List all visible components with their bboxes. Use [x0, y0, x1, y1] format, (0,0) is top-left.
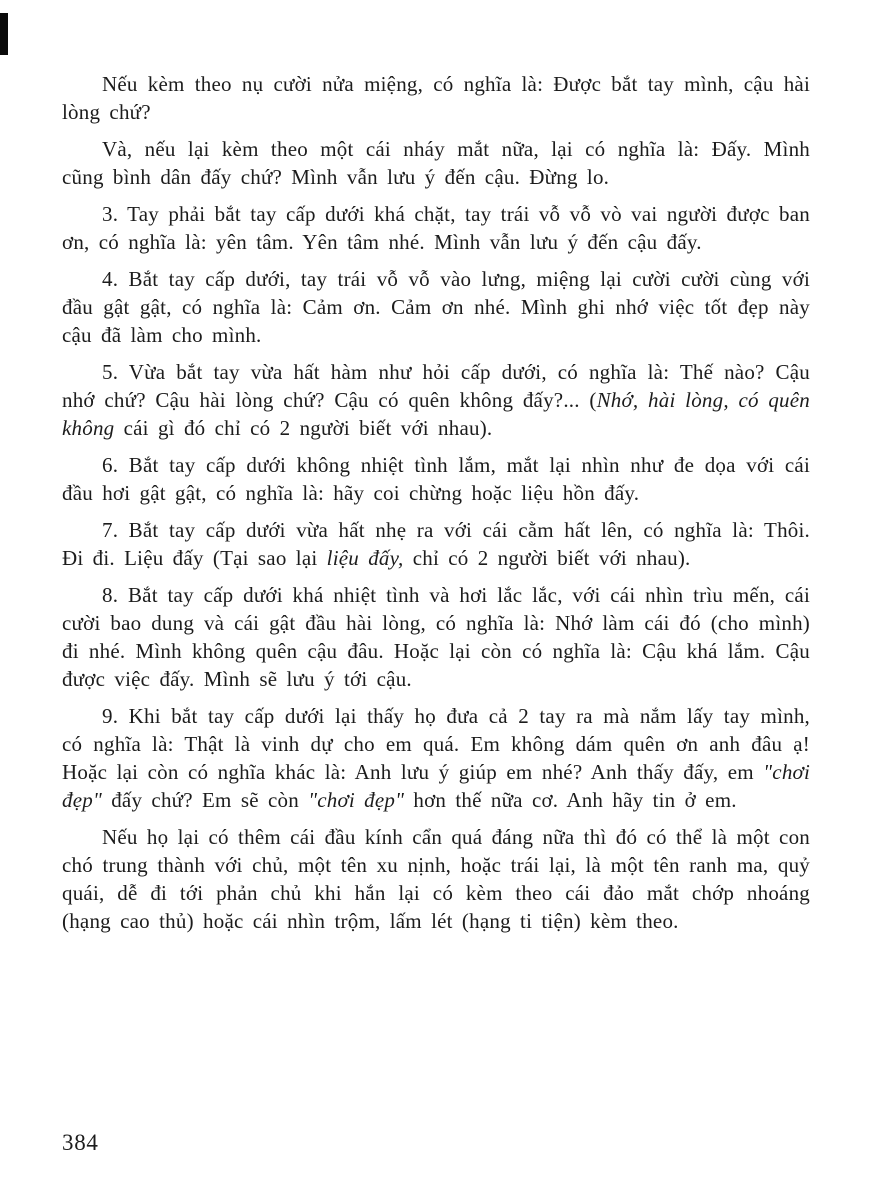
- text-segment: hơn thế nữa cơ. Anh hãy tin ở em.: [404, 788, 737, 812]
- italic-text-segment: "chơi đẹp": [62, 760, 810, 812]
- paragraph: [62, 823, 810, 935]
- text-segment: 7. Bắt tay cấp dưới vừa hất nhẹ ra với cái cằm hất lên, có nghĩa là: Thôi. Đi đi. Liệu đấy (Tại sao lại: [62, 518, 810, 570]
- paragraph: [62, 516, 810, 572]
- italic-text-segment: liệu đấy,: [326, 546, 404, 570]
- text-segment: chỉ có 2 người biết với nhau).: [403, 546, 691, 570]
- text-segment: 9. Khi bắt tay cấp dưới lại thấy họ đưa cả 2 tay ra mà nắm lấy tay mình, có nghĩa là: Thật là vinh dự cho em quá. Em không dám quên ơn anh đâu ạ! Hoặc lại còn có nghĩa khác là: Anh lưu ý giúp em nhé? Anh thấy đấy, em: [62, 704, 810, 784]
- text-segment: 8. Bắt tay cấp dưới khá nhiệt tình và hơi lắc lắc, với cái nhìn trìu mến, cái cười bao dung và cái gật đầu hài lòng, có nghĩa là: Nhớ làm cái đó (cho mình) đi nhé. Mình không quên cậu đâu. Hoặc lại còn có nghĩa là: Cậu khá lắm. Cậu được việc đấy. Mình sẽ lưu ý tới cậu.: [62, 583, 810, 691]
- text-segment: 3. Tay phải bắt tay cấp dưới khá chặt, tay trái vỗ vỗ vò vai người được ban ơn, có nghĩa là: yên tâm. Yên tâm nhé. Mình vẫn lưu ý đến cậu đấy.: [62, 202, 810, 254]
- page-number: 384: [62, 1130, 99, 1155]
- paragraph: [62, 581, 810, 693]
- text-block: [62, 70, 810, 944]
- paragraph: [62, 702, 810, 814]
- text-segment: 5. Vừa bắt tay vừa hất hàm như hỏi cấp dưới, có nghĩa là: Thế nào? Cậu nhớ chứ? Cậu hài lòng chứ? Cậu có quên không đấy?... (: [62, 360, 810, 412]
- paragraph: [62, 358, 810, 442]
- text-segment: Nếu kèm theo nụ cười nửa miệng, có nghĩa là: Được bắt tay mình, cậu hài lòng chứ?: [62, 72, 810, 124]
- paragraph: [62, 70, 810, 126]
- text-segment: 4. Bắt tay cấp dưới, tay trái vỗ vỗ vào lưng, miệng lại cười cười cùng với đầu gật gật, có nghĩa là: Cảm ơn. Cảm ơn nhé. Mình ghi nhớ việc tốt đẹp này cậu đã làm cho mình.: [62, 267, 810, 347]
- paragraph: [62, 200, 810, 256]
- text-segment: cái gì đó chỉ có 2 người biết với nhau).: [114, 416, 493, 440]
- paragraph: [62, 135, 810, 191]
- scan-artifact-mark: [0, 13, 8, 55]
- text-segment: Và, nếu lại kèm theo một cái nháy mắt nữa, lại có nghĩa là: Đấy. Mình cũng bình dân đấy chứ? Mình vẫn lưu ý đến cậu. Đừng lo.: [62, 137, 810, 189]
- text-segment: Nếu họ lại có thêm cái đầu kính cẩn quá đáng nữa thì đó có thể là một con chó trung thành với chủ, một tên xu nịnh, hoặc trái lại, là một tên ranh ma, quỷ quái, dễ đi tới phản chủ khi hắn lại có kèm theo cái đảo mắt chớp nhoáng (hạng cao thủ) hoặc cái nhìn trộm, lấm lét (hạng ti tiện) kèm theo.: [62, 825, 810, 933]
- text-segment: 6. Bắt tay cấp dưới không nhiệt tình lắm, mắt lại nhìn như đe dọa với cái đầu hơi gật gật, có nghĩa là: hãy coi chừng hoặc liệu hồn đấy.: [62, 453, 810, 505]
- italic-text-segment: Nhớ, hài lòng, có quên không: [62, 388, 811, 440]
- paragraph: [62, 451, 810, 507]
- paragraph: [62, 265, 810, 349]
- italic-text-segment: "chơi đẹp": [308, 788, 405, 812]
- text-segment: đấy chứ? Em sẽ còn: [101, 788, 309, 812]
